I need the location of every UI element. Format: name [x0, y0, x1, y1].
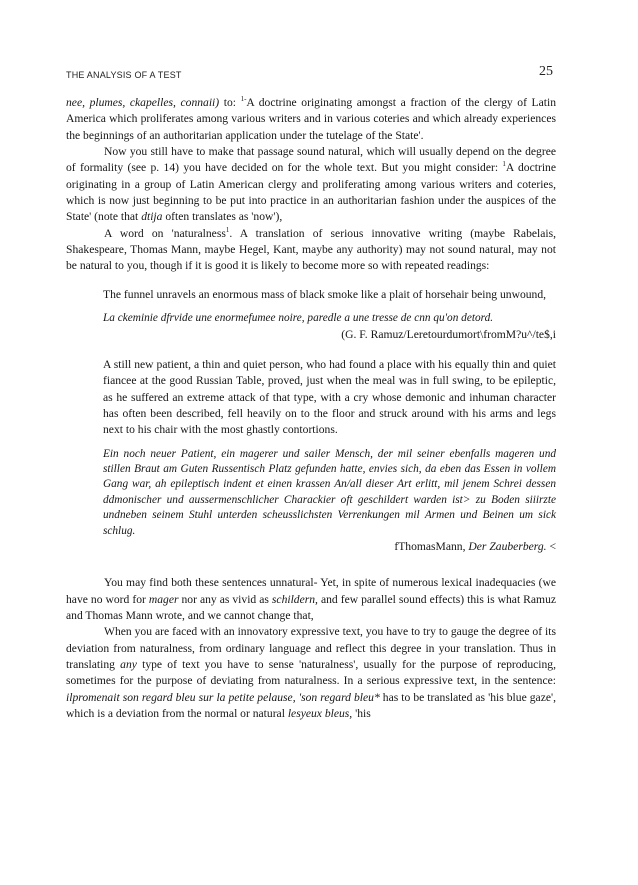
italic-text: any: [120, 658, 137, 672]
quote-english: A still new patient, a thin and quiet person, who had found a place with his equally thin and quiet fiancee at the good Russian Table, proved, just when the meal was in full swing, to be epileptic, as he suffered an extreme attack of that type, with a cry whose demonic and inhuman character has often been described, fell heavily on to the floor and struck around with his arms and legs next to his chair with the most ghastly contortions.: [103, 357, 556, 437]
page-number: 25: [539, 64, 553, 79]
quote-attribution: (G. F. Ramuz/Leretourdumort\fromM?u^/te$,i: [341, 327, 556, 341]
quote-german: Ein noch neuer Patient, ein magerer und sailer Mensch, der mil seiner ebenfalls mageren und stillen Braut am Guten Russentisch Platz gefunden hatte, envies sich, da eben das Essen in vollem Gang war, ah epileptisch indent et einen krassen An/all dieser Art erlitt, mil jenem Schrei dessen ddmonischer und aussermenschlicher Charackier oft geschildert warden ist> zu Boden siiirzte undneben seinem Stuhl unterden scheusslichsten Verrenkungen mil Armen und Beinen um sick schlug.: [103, 447, 556, 537]
paragraph: Now you still have to make that passage sound natural, which will usually depend on the degree of formality (see p. 14) you have decided on for the whole text. But you might consider: $^1$A doctrine originating in a group of Latin American clergy and proliferating among various writers and coteries, which is now just beginning to be put into practice in an authoritarian fashion under the auspices of the State' (note that dtija often translates as 'now'),: [66, 145, 556, 224]
italic-text: dtija: [141, 210, 163, 224]
paragraph: A word on 'naturalness$^1$. A translation of serious innovative writing (maybe Rabelais, Shakespeare, Thomas Mann, maybe Hegel, Kant, maybe any authority) may not sound natural, may not be natural to you, though if it is good it is likely to become more so with repeated readings:: [66, 225, 557, 273]
block-quote-ramuz: [103, 287, 556, 343]
italic-text: ilpromenait son regard bleu sur la petite pelause, 'son regard bleu*: [66, 690, 380, 704]
quote-english: The funnel unravels an enormous mass of black smoke like a plait of horsehair being unwound,: [103, 287, 547, 301]
italic-text: mager: [148, 592, 179, 606]
paragraph-continuation: nee, plumes, ckapelles, connaii) to: $^{1-}$A doctrine originating amongst a fraction of the clergy of Latin America which proliferates among various writers and in various coteries and which already experiences the beginnings of an authoritarian application under the tutelage of the State'.: [66, 95, 557, 142]
footnote-marker: 1-: [240, 95, 247, 104]
body-text: [66, 95, 556, 722]
paragraph: When you are faced with an innovatory expressive text, you have to try to gauge the degree of its deviation from naturalness, from ordinary language and reflect this degree in your translation. Thus in translating any type of text you have to sense 'naturalness', usually for the purpose of reproducing, sometimes for the purpose of deviating from naturalness. In a serious expressive text, in the sentence: ilpromenait son regard bleu sur la petite pelause, 'son regard bleu* has to be translated as 'his blue gaze', which is a deviation from the normal or natural lesyeux bleus, 'his: [66, 625, 556, 721]
italic-text: schildern,: [271, 592, 318, 606]
footnote-marker: 1: [225, 225, 230, 234]
quote-french: La ckeminie dfrvide une enormefumee noire, paredle a une tresse de cnn qu'on detord.: [103, 312, 494, 325]
italic-text: nee, plumes, ckapelles, connaii): [66, 96, 220, 109]
italic-text: lesyeux bleus,: [287, 707, 353, 721]
paragraph: You may find both these sentences unnatural- Yet, in spite of numerous lexical inadequacies (we have no word for mager nor any as vivid as schildern, and few parallel sound effects) this is what Ramuz and Thomas Mann wrote, and we cannot change that,: [66, 576, 557, 623]
block-quote-mann: [103, 357, 556, 556]
footnote-marker: 1: [502, 160, 506, 169]
running-head: THE ANALYSIS OF A TEST: [66, 70, 182, 80]
quote-attribution: fThomasMann, Der Zauberberg. <: [394, 540, 556, 554]
